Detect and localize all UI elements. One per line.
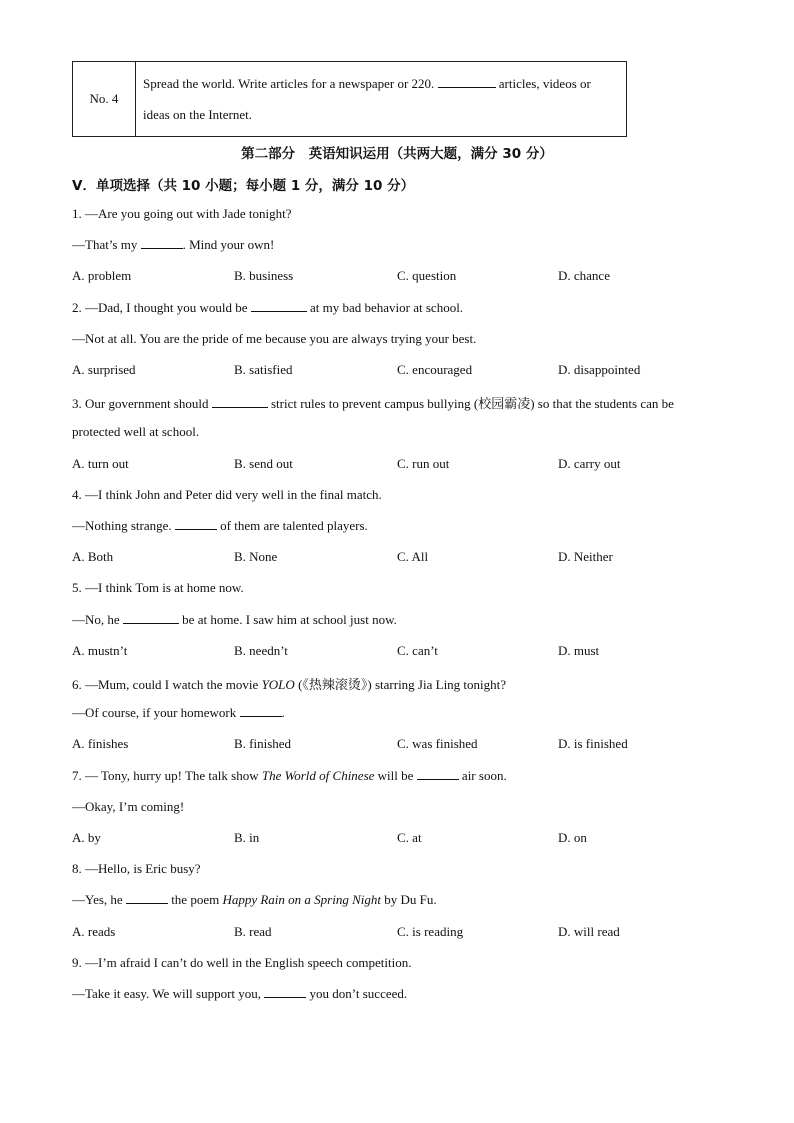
question-3-line-1: 3. Our government should strict rules to prevent campus bullying (校园霸凌) so that the students can be [72,396,674,411]
answer-blank [264,986,306,998]
answer-blank [123,612,179,624]
question-5-line-2: —No, he be at home. I saw him at school just now. [72,612,397,627]
table-row [73,62,627,137]
option-a: A. problem [72,268,132,283]
option-d: D. must [558,643,600,658]
option-c: C. at [397,830,422,845]
task-table [72,61,627,137]
part-title: 第二部分 英语知识运用（共两大题，满分 30 分） [241,146,553,162]
answer-blank [438,76,496,88]
question-9-line-1: 9. —I’m afraid I can’t do well in the English speech competition. [72,955,412,970]
answer-blank [126,892,168,904]
option-a: A. reads [72,924,116,939]
option-c: C. can’t [397,643,438,658]
option-c: C. was finished [397,736,478,751]
answer-blank [417,768,459,780]
answer-blank [141,237,183,249]
answer-blank [212,396,268,408]
option-c: C. question [397,268,457,283]
answer-blank [175,518,217,530]
question-1-line-2: —That’s my . Mind your own! [72,237,275,252]
question-5-line-1: 5. —I think Tom is at home now. [72,580,244,595]
option-d: D. on [558,830,587,845]
option-d: D. chance [558,268,610,283]
question-6-line-1: 6. —Mum, could I watch the movie YOLO (《热辣滚烫》) starring Jia Ling tonight? [72,677,507,692]
option-d: D. will read [558,924,620,939]
option-a: A. mustn’t [72,643,128,658]
table-description-cell: Spread the world. Write articles for a newspaper or 220. articles, videos or ideas on the Internet. [136,62,627,137]
answer-blank [251,300,307,312]
question-1-line-1: 1. —Are you going out with Jade tonight? [72,206,292,221]
option-d: D. carry out [558,456,621,471]
option-c: C. run out [397,456,450,471]
question-8-line-1: 8. —Hello, is Eric busy? [72,861,201,876]
option-d: D. is finished [558,736,628,751]
question-3-line-2: protected well at school. [72,424,200,439]
question-7-line-2: —Okay, I’m coming! [72,799,185,814]
table-number-cell: No. 4 [73,62,136,137]
option-b: B. read [234,924,272,939]
option-b: B. needn’t [234,643,288,658]
option-a: A. finishes [72,736,129,751]
option-b: B. None [234,549,278,564]
option-a: A. by [72,830,101,845]
section-title: V．单项选择（共 10 小题；每小题 1 分，满分 10 分） [72,178,415,194]
question-4-line-1: 4. —I think John and Peter did very well in the final match. [72,487,382,502]
option-c: C. encouraged [397,362,473,377]
question-4-line-2: —Nothing strange. of them are talented players. [72,518,368,533]
option-b: B. business [234,268,294,283]
option-b: B. send out [234,456,293,471]
option-d: D. Neither [558,549,613,564]
question-2-line-2: —Not at all. You are the pride of me because you are always trying your best. [72,331,477,346]
option-c: C. All [397,549,429,564]
option-c: C. is reading [397,924,464,939]
option-d: D. disappointed [558,362,641,377]
question-2-line-1: 2. —Dad, I thought you would be at my bad behavior at school. [72,300,464,315]
option-a: A. turn out [72,456,129,471]
question-8-line-2: —Yes, he the poem Happy Rain on a Spring Night by Du Fu. [72,892,437,907]
option-b: B. finished [234,736,292,751]
option-a: A. Both [72,549,114,564]
option-a: A. surprised [72,362,136,377]
option-b: B. in [234,830,260,845]
question-9-line-2: —Take it easy. We will support you, you don’t succeed. [72,986,408,1001]
question-6-line-2: —Of course, if your homework . [72,705,285,720]
answer-blank [240,705,282,717]
option-b: B. satisfied [234,362,293,377]
question-7-line-1: 7. — Tony, hurry up! The talk show The World of Chinese will be air soon. [72,768,507,783]
